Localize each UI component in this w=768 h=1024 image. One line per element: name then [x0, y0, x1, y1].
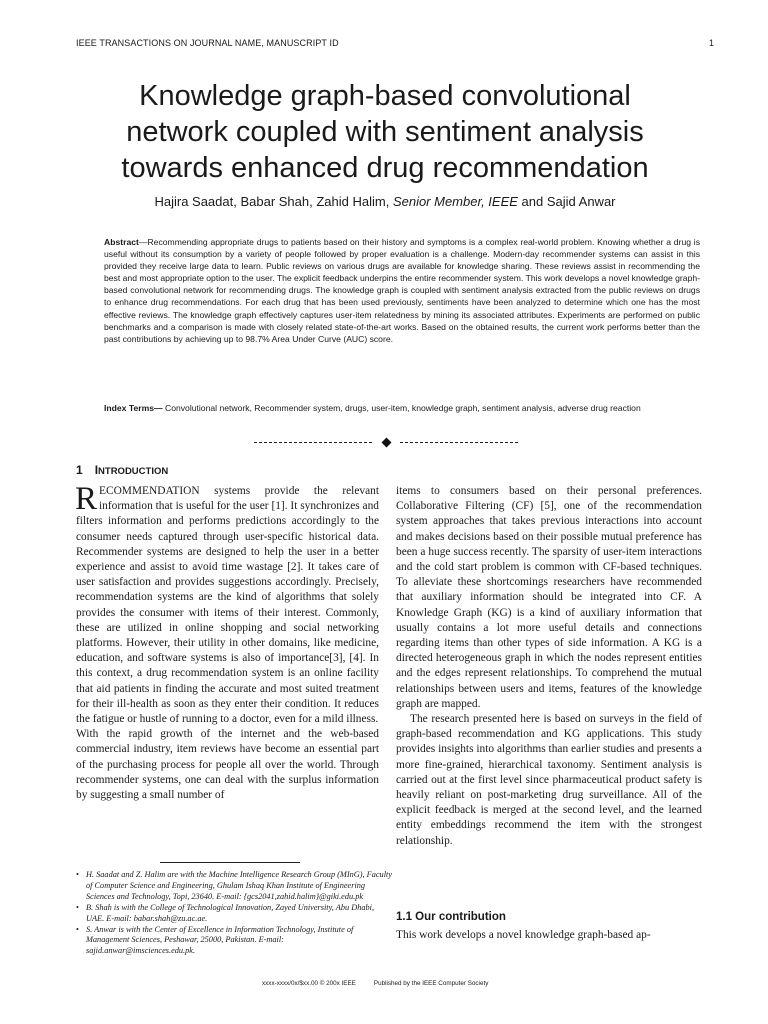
index-terms-label: Index Terms — [104, 403, 154, 413]
body-paragraph — [75, 481, 379, 727]
subsection-heading: 1.1 Our contribution — [396, 911, 506, 923]
abstract-dash: — — [138, 237, 148, 247]
separator-diamond-icon — [381, 437, 391, 447]
title-line-1: Knowledge graph-based convolutional — [139, 80, 631, 112]
page-footer — [262, 980, 682, 987]
footnote-item — [76, 925, 392, 958]
section-heading — [76, 463, 168, 477]
bullet-icon: • — [76, 924, 79, 934]
footnote-text: B. Shah is with the College of Technological Innovation, Zayed University, Abu Dhabi, UAE. E-mail: babar.shah@zu.ac.ae. — [86, 902, 375, 923]
body-paragraph: items to consumers based on their personal preferences. Collaborative Filtering (CF) [5], one of the recommendation system approaches that takes previous interactions into account and makes decisions based on their possible mutual preference has been a huge success recently. The sparsity of user-item interactions and the cold start problem is common with CF-based techniques. To alleviate these shortcomings researchers have recommended that auxiliary information should be integrated into CF. A Knowledge Graph (KG) is a kind of auxiliary information that usually contains a lot more useful details and connections regarding items than other types of side information. A KG is a directed heterogeneous graph in which the nodes represent entities and the edges represent relationships. To comprehend the mutual relationships between users and items, features of the knowledge graph are mapped. — [396, 485, 702, 710]
body-column-left — [75, 481, 379, 803]
title-line-2: network coupled with sentiment analysis — [126, 116, 644, 148]
body-paragraph: The research presented here is based on surveys in the field of graph-based recommendation and KG applications. This study provides insights into algorithms than earlier studies and presents a more fine-grained, hierarchical taxonomy. Sentiment analysis is carried out at the first level since pharmaceutical product safety is heavily reliant on post-marketing drug surveillance. All of the explicit feedback is merged at the second level, and the learned entity embeddings recommend the item with the strongest relationship. — [396, 713, 702, 847]
footer-publisher: Published by the IEEE Computer Society — [373, 980, 489, 987]
page-number: 1 — [708, 38, 714, 48]
subsection-body: This work develops a novel knowledge graph-based ap- — [396, 929, 651, 941]
footnote-text: H. Saadat and Z. Halim are with the Machine Intelligence Research Group (MInG), Faculty of Computer Science and Engineering, Ghulam Ishaq Khan Institute of Engineering Sciences and Technology, Topi, 23640. E-mail: {gcs2041,zahid.halim}@giki.edu.pk — [86, 870, 392, 901]
section-separator — [254, 436, 518, 448]
footer-copyright: xxxx-xxxx/0x/$xx.00 © 200x IEEE — [262, 980, 356, 987]
body-paragraph: With the rapid growth of the internet and the web-based commercial industry, item reviews have become an essential part of the purchasing process for people all over the world. Through recommender systems, one can deal with the surplus information by suggesting a small number of — [76, 728, 379, 802]
body-paragraph-text: ECOMMENDATION systems provide the relevant information that is useful for the user [1]. It synchronizes and filters information and performs predictions accordingly to the consumer needs captured through user-specific historical data. Recommender systems are designed to help the user in a better experience and assist to avoid time wastage [2]. It takes care of user satisfaction and provides suggestions accordingly. Precisely, recommendation systems are the kind of algorithms that solely provides the consumer with items of their interest. Commonly, these are utilized in online shopping and social networking platforms. However, their utility in other domains, like medicine, education, and software systems is also of importance[3], [4]. In this context, a drug recommendation system is an online facility that aid patients in finding the accurate and most suited treatment for their ill-health as soon as they enter their condition. It reduces the fatigue or hustle of running to a doctor, even for a mild illness. — [76, 485, 379, 726]
index-terms-dash: — — [154, 403, 165, 413]
bullet-icon: • — [76, 870, 79, 879]
abstract-text: Recommending appropriate drugs to patients based on their history and symptoms is a complex real-world problem. Knowing whether a drug is useful without its consumption by a variety of people followed by proper evaluation is a challenge. Modern-day recommender systems can assist in this provided they receive large data to learn. Public reviews on various drugs are available for knowledge sharing. These reviews assist in recommending the best and most appropriate option to the user. The explicit feedback underpins the entire recommender system. This work develops a novel knowledge graph-based convolutional network for recommending drugs. The knowledge graph is coupled with sentiment analysis extracted from the public reviews on drugs to enhance drug recommendations. For each drug that has been used previously, sentiments have been analyzed to determine which one has the most effective reviews. The knowledge graph effectively captures user-item relatedness by mining its associated attributes. Experiments are performed on public benchmarks and a comparison is made with closely related state-of-the-art works. Based on the obtained results, the current work performs better than the past contributions by achieving up to 98.7% Area Under Curve (AUC) score. — [104, 237, 700, 344]
section-number: 1 — [76, 463, 83, 477]
footnote-rule — [160, 862, 300, 863]
running-head: IEEE TRANSACTIONS ON JOURNAL NAME, MANUSCRIPT ID — [76, 38, 339, 48]
abstract — [104, 236, 700, 345]
body-column-right — [396, 484, 702, 849]
bullet-icon: • — [76, 902, 79, 912]
index-terms-text: Convolutional network, Recommender system, drugs, user-item, knowledge graph, sentiment analysis, adverse drug reaction — [164, 403, 641, 413]
author-line — [70, 194, 700, 209]
author-membership: Senior Member, IEEE — [392, 194, 518, 209]
author-names: Hajira Saadat, Babar Shah, Zahid Halim, — [154, 194, 393, 209]
separator-dashes-left — [254, 442, 372, 443]
title-line-3: towards enhanced drug recommendation — [121, 152, 649, 184]
drop-cap: R — [75, 481, 98, 517]
section-title-initial: I — [94, 463, 99, 477]
footnotes — [76, 870, 392, 957]
footnote-text: S. Anwar is with the Center of Excellence in Information Technology, Institute of Management Sciences, Peshawar, 25000, Pakistan. E-mail: sajid.anwar@imsciences.edu.pk. — [86, 924, 354, 956]
abstract-label: Abstract — [104, 237, 139, 247]
index-terms — [104, 402, 700, 415]
footnote-item — [76, 870, 392, 903]
author-names-tail: and Sajid Anwar — [517, 194, 616, 209]
separator-dashes-right — [400, 442, 518, 443]
paper-title — [70, 78, 700, 186]
footnote-item — [76, 903, 392, 925]
section-title-rest: NTRODUCTION — [98, 466, 169, 477]
